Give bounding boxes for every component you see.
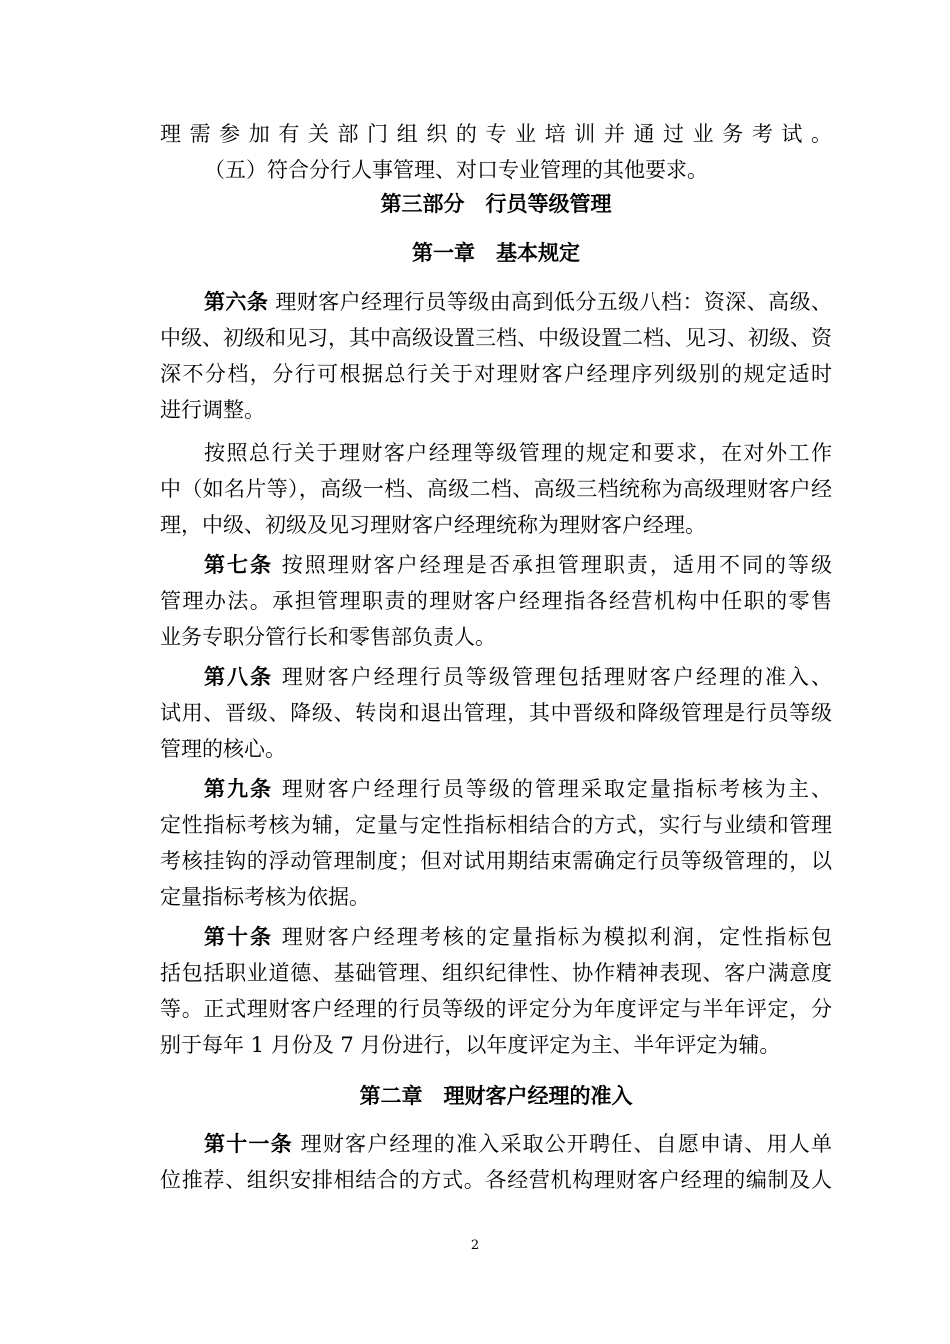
article-9-line-2: 定性指标考核为辅，定量与定性指标相结合的方式，实行与业绩和管理 [160, 813, 832, 837]
article-9-line-4: 定量指标考核为依据。 [160, 885, 370, 909]
article-6-line-4: 进行调整。 [160, 398, 265, 422]
article-6-line-1 [204, 284, 832, 320]
article-9-line-3: 考核挂钩的浮动管理制度；但对试用期结束需确定行员等级管理的，以 [160, 849, 832, 873]
article-10-line-4: 别于每年 1 月份及 7 月份进行，以年度评定为主、半年评定为辅。 [160, 1033, 781, 1057]
article-8-label: 第八条 [204, 664, 274, 689]
article-9-label: 第九条 [204, 776, 274, 801]
part-three-heading: 第三部分 行员等级管理 [380, 191, 612, 216]
naming-para-line-2: 中（如名片等），高级一档、高级二档、高级三档统称为高级理财客户经 [160, 477, 832, 501]
article-10-line-2: 括包括职业道德、基础管理、组织纪律性、协作精神表现、客户满意度 [160, 961, 832, 985]
chapter-two-heading: 第二章 理财客户经理的准入 [359, 1083, 633, 1108]
chapter-one-heading: 第一章 基本规定 [412, 240, 580, 265]
article-6-label: 第六条 [204, 289, 269, 314]
article-10-line-1 [204, 919, 832, 955]
article-7-line-3: 业务专职分管行长和零售部负责人。 [160, 625, 496, 649]
article-8-line-1 [204, 659, 832, 695]
continued-text-line: 理需参加有关部门组织的专业培训并通过业务考试。 [160, 122, 832, 146]
article-8-line-3: 管理的核心。 [160, 737, 286, 761]
article-11-line-1 [204, 1126, 832, 1162]
article-9-line-1 [204, 771, 832, 807]
article-10-label: 第十条 [204, 924, 274, 949]
article-11-text-1: 理财客户经理的准入采取公开聘任、自愿申请、用人单 [292, 1132, 832, 1156]
article-9-text-1: 理财客户经理行员等级的管理采取定量指标考核为主、 [273, 777, 832, 801]
article-6-line-2: 中级、初级和见习，其中高级设置三档、中级设置二档、见习、初级、资 [160, 326, 832, 350]
article-7-line-2: 管理办法。承担管理职责的理财客户经理指各经营机构中任职的零售 [160, 589, 832, 613]
article-7-text-1: 按照理财客户经理是否承担管理职责，适用不同的等级 [273, 553, 832, 577]
naming-para-line-3: 理，中级、初级及见习理财客户经理统称为理财客户经理。 [160, 513, 706, 537]
article-10-text-1: 理财客户经理考核的定量指标为模拟利润，定性指标包 [273, 925, 832, 949]
article-10-line-3: 等。正式理财客户经理的行员等级的评定分为年度评定与半年评定，分 [160, 997, 832, 1021]
article-7-line-1 [204, 547, 832, 583]
article-11-label: 第十一条 [204, 1131, 293, 1156]
article-8-line-2: 试用、晋级、降级、转岗和退出管理，其中晋级和降级管理是行员等级 [160, 701, 832, 725]
article-8-text-1: 理财客户经理行员等级管理包括理财客户经理的准入、 [273, 665, 832, 689]
article-7-label: 第七条 [204, 552, 274, 577]
article-11-line-2: 位推荐、组织安排相结合的方式。各经营机构理财客户经理的编制及人 [160, 1168, 832, 1192]
page-number: 2 [470, 1238, 480, 1253]
article-6-line-3: 深不分档，分行可根据总行关于对理财客户经理序列级别的规定适时 [160, 362, 832, 386]
article-6-text-1: 理财客户经理行员等级由高到低分五级八档：资深、高级、 [268, 290, 832, 314]
naming-para-line-1: 按照总行关于理财客户经理等级管理的规定和要求，在对外工作 [204, 441, 832, 465]
item-five-line: （五）符合分行人事管理、对口专业管理的其他要求。 [204, 158, 708, 182]
